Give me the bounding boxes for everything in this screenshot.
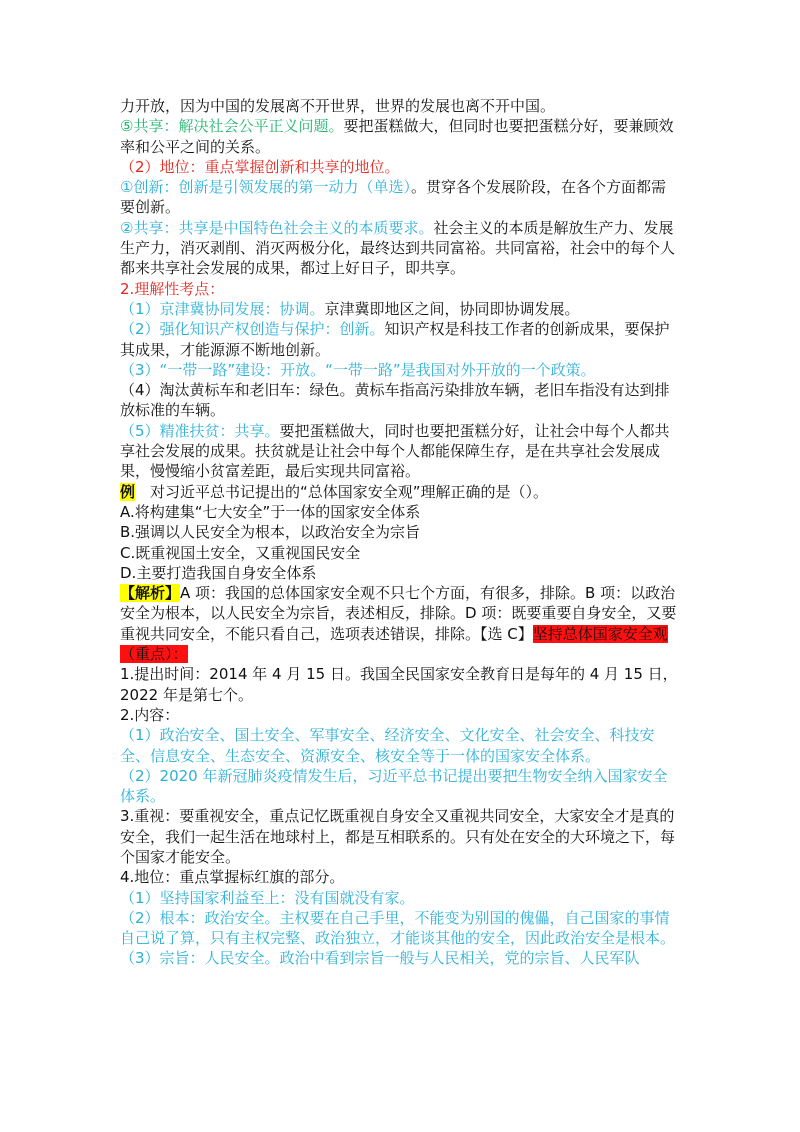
text-line: （4）淘汰黄标车和老旧车：绿色。黄标车指高污染排放车辆，老旧车指没有达到排放标准的车辆。 bbox=[120, 381, 670, 420]
section-heading: 2.理解性考点： bbox=[120, 279, 225, 298]
red-heading: （2）地位：重点掌握创新和共享的地位。 bbox=[120, 157, 400, 176]
text-line: 4.地位：重点掌握标红旗的部分。 bbox=[120, 868, 345, 887]
text-line: 2.内容： bbox=[120, 705, 180, 724]
analysis-paragraph bbox=[120, 583, 680, 664]
option-b: B.强调以人民安全为根本，以政治安全为宗旨 bbox=[120, 523, 421, 542]
cyan-line: （3）宗旨：人民安全。政治中看到宗旨一般与人民相关，党的宗旨、人民军队 bbox=[120, 949, 640, 968]
text-line bbox=[120, 177, 680, 218]
text-line bbox=[120, 299, 680, 319]
cyan-line: （2）根本：政治安全。主权要在自己手里，不能变为别国的傀儡，自己国家的事情自己说了算，只有主权完整、政治独立，才能谈其他的安全，因此政治安全是根本。 bbox=[120, 908, 676, 948]
cyan-heading: ①创新：创新是引领发展的第一动力（单选） bbox=[120, 178, 411, 197]
text-line: 3.重视：要重视安全，重点记忆既重视自身安全又重视共同安全，大家安全才是真的安全，我们一起生活在地球村上，都是互相联系的。只有处在安全的大环境之下，每个国家才能安全。 bbox=[120, 807, 676, 866]
cyan-line: （3）“一带一路”建设：开放。“一带一路”是我国对外开放的一个政策。 bbox=[120, 360, 596, 379]
option-a: A.将构建集“七大安全”于一体的国家安全体系 bbox=[120, 502, 421, 521]
cyan-heading: （5）精准扶贫：共享。 bbox=[120, 421, 280, 440]
cyan-line: （1）坚持国家利益至上：没有国就没有家。 bbox=[120, 888, 415, 907]
body-text: 知识产权是科技工作者的创新成果，要保护其成果，才能源源不断地创新。 bbox=[120, 320, 670, 359]
body-text: 要把蛋糕做大，同时也要把蛋糕分好，让社会中每个人都共享社会发展的成果。扶贫就是让社会中每个人都能保障生存，是在共享社会发展成果，慢慢缩小贫富差距，最后实现共同富裕。 bbox=[120, 421, 670, 481]
cyan-heading: ②共享：共享是中国特色社会主义的本质要求。 bbox=[120, 218, 434, 237]
body-text: 京津冀即地区之间，协同即协调发展。 bbox=[324, 299, 580, 318]
text-line bbox=[120, 116, 680, 157]
text-line: 力开放，因为中国的发展离不开世界，世界的发展也离不开中国。 bbox=[120, 97, 556, 115]
cyan-line: （1）政治安全、国土安全、军事安全、经济安全、文化安全、社会安全、科技安全、信息安全、生态安全、资源安全、核安全等于一体的国家安全体系。 bbox=[120, 726, 655, 765]
analysis-label: 【解析】 bbox=[120, 584, 181, 603]
cyan-line: （2）2020 年新冠肺炎疫情发生后，习近平总书记提出要把生物安全纳入国家安全体系。 bbox=[120, 766, 668, 806]
document-page bbox=[120, 96, 680, 969]
text-line bbox=[120, 218, 680, 279]
green-heading: ⑤共享：解决社会公平正义问题。 bbox=[120, 117, 344, 136]
body-text: 社会主义的本质是解放生产力、发展生产力，消灭剥削、消灭两极分化，最终达到共同富裕。共同富裕，社会中的每个人都来共享社会发展的成果，都过上好日子，即共享。 bbox=[120, 218, 676, 278]
example-marker: 例 bbox=[120, 482, 136, 501]
option-c: C.既重视国土安全，又重视国民安全 bbox=[120, 543, 361, 562]
red-highlight-heading: 坚持总体国家安全观（重点）： bbox=[120, 624, 668, 664]
text-line bbox=[120, 421, 680, 482]
body-text: 。贯穿各个发展阶段，在各个方面都需要创新。 bbox=[120, 178, 666, 217]
body-text: 要把蛋糕做大，但同时也要把蛋糕分好，要兼顾效率和公平之间的关系。 bbox=[120, 117, 674, 156]
question-text: 对习近平总书记提出的“总体国家安全观”理解正确的是（）。 bbox=[135, 482, 549, 501]
question-stem bbox=[120, 482, 680, 502]
option-d: D.主要打造我国自身安全体系 bbox=[120, 563, 317, 582]
text-line: 1.提出时间：2014 年 4 月 15 日。我国全民国家安全教育日是每年的 4 月 15 日，2022 年是第七个。 bbox=[120, 665, 678, 704]
cyan-heading: （2）强化知识产权创造与保护：创新。 bbox=[120, 320, 385, 339]
analysis-text: A 项：我国的总体国家安全观不只七个方面，有很多，排除。B 项：以政治安全为根本，以人民安全为宗旨，表述相反，排除。D 项：既要重要自身安全，又要重视共同安全，不能只看自己，选项表述错误，排除。【选 C】 bbox=[120, 584, 677, 643]
cyan-heading: （1）京津冀协同发展：协调。 bbox=[120, 299, 325, 318]
text-line bbox=[120, 319, 680, 360]
